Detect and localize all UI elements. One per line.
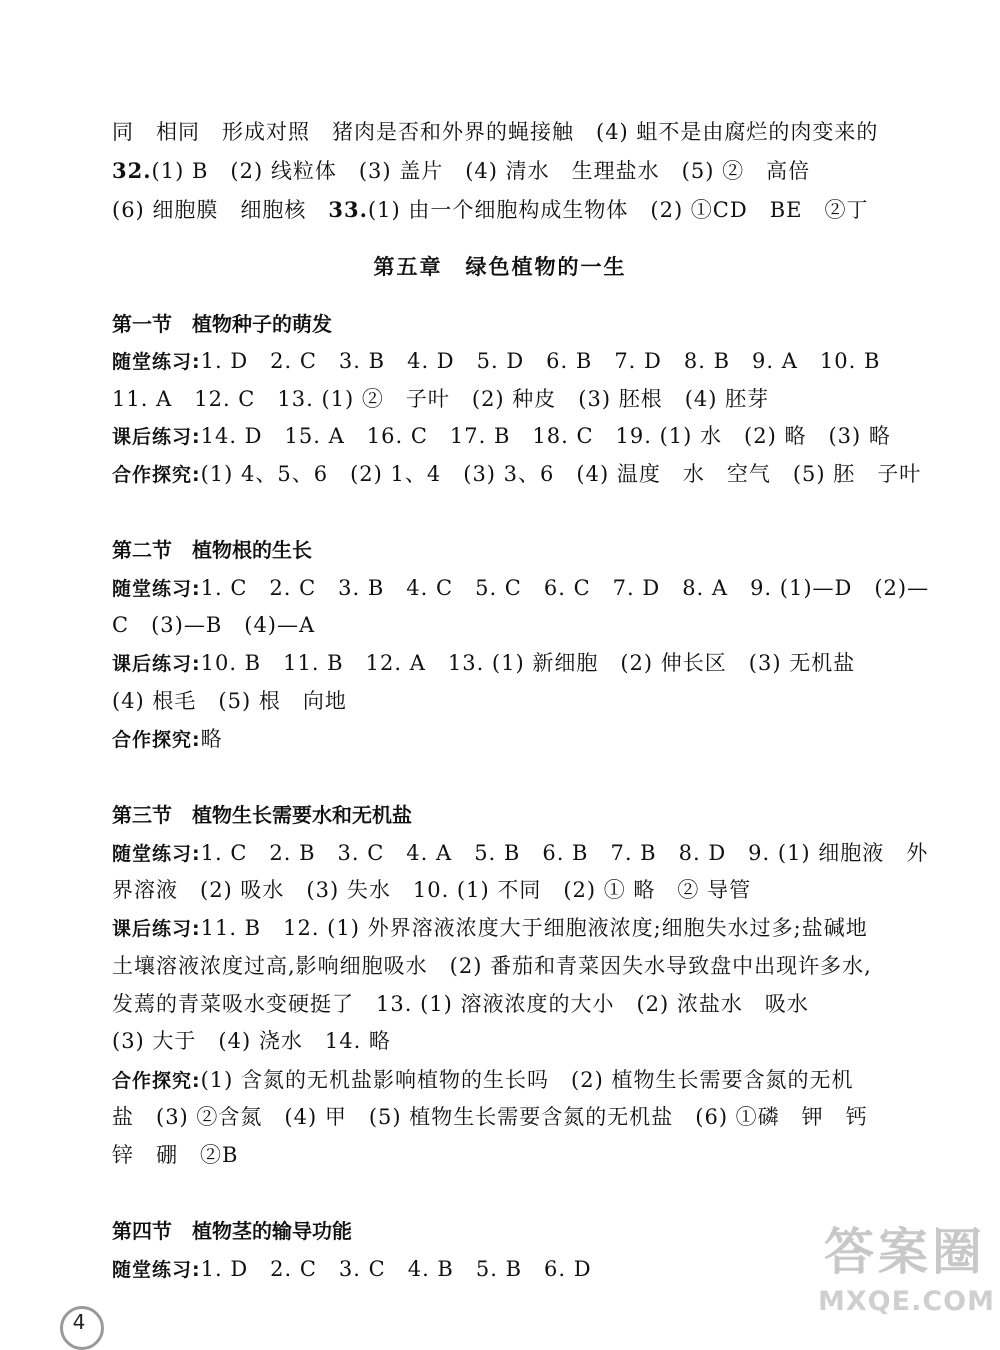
page-number: 4 [72, 1310, 86, 1334]
section-3-line-6: (3) 大于 (4) 浇水 14. 略 [112, 1029, 391, 1053]
page-number-badge [52, 1300, 106, 1344]
section-3-line-2: 界溶液 (2) 吸水 (3) 失水 10. (1) 不同 (2) ① 略 ② 导管 [112, 878, 752, 902]
section-1-line-2: 11. A 12. C 13. (1) ② 子叶 (2) 种皮 (3) 胚根 (4) 胚芽 [112, 387, 770, 411]
watermark-url: MXQE.COM [818, 1286, 995, 1317]
section-2-line-2: C (3)—B (4)—A [112, 613, 316, 637]
top-line-2: 32.(1) B (2) 线粒体 (3) 盖片 (4) 清水 生理盐水 (5) ② 高倍 [112, 158, 811, 183]
section-3-line-3: 课后练习:11. B 12. (1) 外界溶液浓度大于细胞液浓度;细胞失水过多;盐碱地 [112, 916, 868, 940]
section-2-line-4: (4) 根毛 (5) 根 向地 [112, 689, 347, 713]
section-title-4: 第四节 植物茎的输导功能 [112, 1219, 352, 1243]
section-1-line-4: 合作探究:(1) 4、5、6 (2) 1、4 (3) 3、6 (4) 温度 水 空气 (5) 胚 子叶 [112, 462, 922, 486]
section-3-line-7: 合作探究:(1) 含氮的无机盐影响植物的生长吗 (2) 植物生长需要含氮的无机 [112, 1068, 854, 1092]
section-1-line-1: 随堂练习:1. D 2. C 3. B 4. D 5. D 6. B 7. D 8. B 9. A 10. B [112, 349, 881, 373]
watermark [818, 1212, 995, 1322]
section-title-1: 第一节 植物种子的萌发 [112, 312, 332, 336]
watermark-logo: 答案圈 [824, 1223, 986, 1281]
section-3-line-8: 盐 (3) ②含氮 (4) 甲 (5) 植物生长需要含氮的无机盐 (6) ①磷 钾 钙 [112, 1105, 868, 1129]
chapter-title: 第五章 绿色植物的一生 [373, 255, 627, 279]
section-2-line-3: 课后练习:10. B 11. B 12. A 13. (1) 新细胞 (2) 伸长区 (3) 无机盐 [112, 651, 856, 675]
section-1-line-3: 课后练习:14. D 15. A 16. C 17. B 18. C 19. (1) 水 (2) 略 (3) 略 [112, 424, 891, 448]
section-4-line-1: 随堂练习:1. D 2. C 3. C 4. B 5. B 6. D [112, 1257, 592, 1281]
section-title-2: 第二节 植物根的生长 [112, 538, 312, 562]
top-line-1: 同 相同 形成对照 猪肉是否和外界的蝇接触 (4) 蛆不是由腐烂的肉变来的 [112, 120, 879, 144]
section-2-line-5: 合作探究:略 [112, 727, 223, 751]
section-3-line-1: 随堂练习:1. C 2. B 3. C 4. A 5. B 6. B 7. B 8. D 9. (1) 细胞液 外 [112, 841, 929, 865]
section-3-line-4: 土壤溶液浓度过高,影响细胞吸水 (2) 番茄和青菜因失水导致盘中出现许多水, [112, 954, 872, 978]
section-2-line-1: 随堂练习:1. C 2. C 3. B 4. C 5. C 6. C 7. D 8. A 9. (1)—D (2)— [112, 576, 930, 600]
section-3-line-5: 发蔫的青菜吸水变硬挺了 13. (1) 溶液浓度的大小 (2) 浓盐水 吸水 [112, 992, 809, 1016]
section-3-line-9: 锌 硼 ②B [112, 1143, 239, 1167]
section-title-3: 第三节 植物生长需要水和无机盐 [112, 803, 412, 827]
top-line-3: (6) 细胞膜 细胞核 33.(1) 由一个细胞构成生物体 (2) ①CD BE ②丁 [112, 197, 869, 222]
